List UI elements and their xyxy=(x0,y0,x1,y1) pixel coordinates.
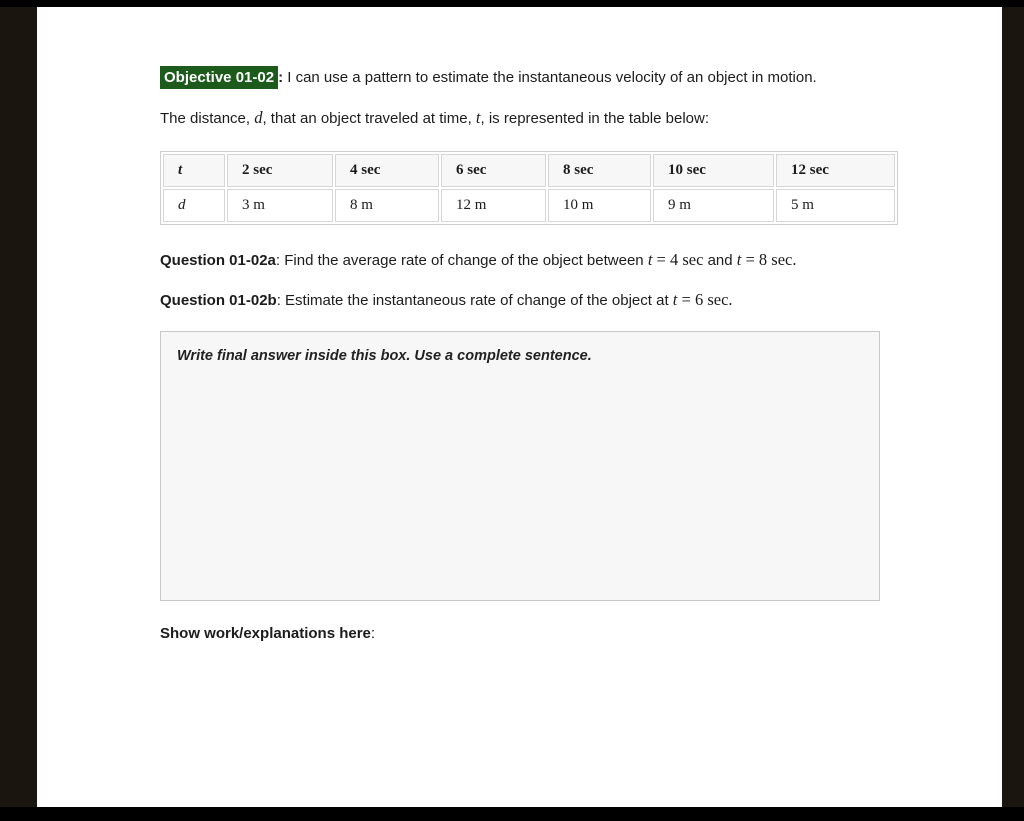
question-b-label: Question 01-02b xyxy=(160,291,277,309)
question-a xyxy=(160,248,880,272)
time-cell: 12 sec xyxy=(776,154,895,187)
show-work-colon: : xyxy=(370,624,376,642)
text-segment: : Estimate the instantaneous rate of change of the object at xyxy=(276,291,673,309)
distance-variable-cell: d xyxy=(163,189,225,222)
text-segment: : Find the average rate of change of the object between xyxy=(275,251,648,269)
show-work-label: Show work/explanations here xyxy=(160,624,371,642)
variable-t: t xyxy=(647,249,653,269)
objective-text: I can use a pattern to estimate the instantaneous velocity of an object in motion. xyxy=(283,69,817,86)
distance-cell: 5 m xyxy=(776,189,895,222)
text-segment: The distance, xyxy=(160,109,255,127)
intro-paragraph xyxy=(160,106,880,130)
question-b xyxy=(160,288,880,312)
table-row-distance xyxy=(163,189,895,222)
show-work-heading xyxy=(160,623,880,645)
question-a-label: Question 01-02a xyxy=(160,251,276,269)
time-cell: 2 sec xyxy=(227,154,333,187)
math-segment: = 4 sec xyxy=(652,249,704,269)
math-segment: = 6 sec. xyxy=(677,289,733,309)
distance-cell: 3 m xyxy=(227,189,333,222)
time-variable-cell: t xyxy=(163,154,225,187)
variable-d: d xyxy=(254,107,263,127)
distance-time-table xyxy=(160,151,898,225)
time-cell: 6 sec xyxy=(441,154,546,187)
distance-cell: 9 m xyxy=(653,189,774,222)
text-segment: and xyxy=(703,251,737,269)
text-segment: , is represented in the table below: xyxy=(480,109,709,127)
objective-highlight: Objective 01-02 xyxy=(160,66,278,89)
time-cell: 4 sec xyxy=(335,154,439,187)
distance-cell: 12 m xyxy=(441,189,546,222)
document-page xyxy=(37,7,1002,807)
distance-cell: 8 m xyxy=(335,189,439,222)
variable-t: t xyxy=(736,249,742,269)
answer-box-instruction: Write final answer inside this box. Use a complete sentence. xyxy=(177,347,592,364)
objective-colon: : xyxy=(278,69,284,86)
time-cell: 8 sec xyxy=(548,154,651,187)
objective-line xyxy=(160,67,880,89)
distance-cell: 10 m xyxy=(548,189,651,222)
table-row-time xyxy=(163,154,895,187)
time-cell: 10 sec xyxy=(653,154,774,187)
final-answer-box[interactable] xyxy=(160,331,880,601)
text-segment: , that an object traveled at time, xyxy=(262,109,476,127)
variable-t: t xyxy=(672,289,678,309)
variable-t: t xyxy=(475,107,481,127)
math-segment: = 8 sec. xyxy=(741,249,797,269)
